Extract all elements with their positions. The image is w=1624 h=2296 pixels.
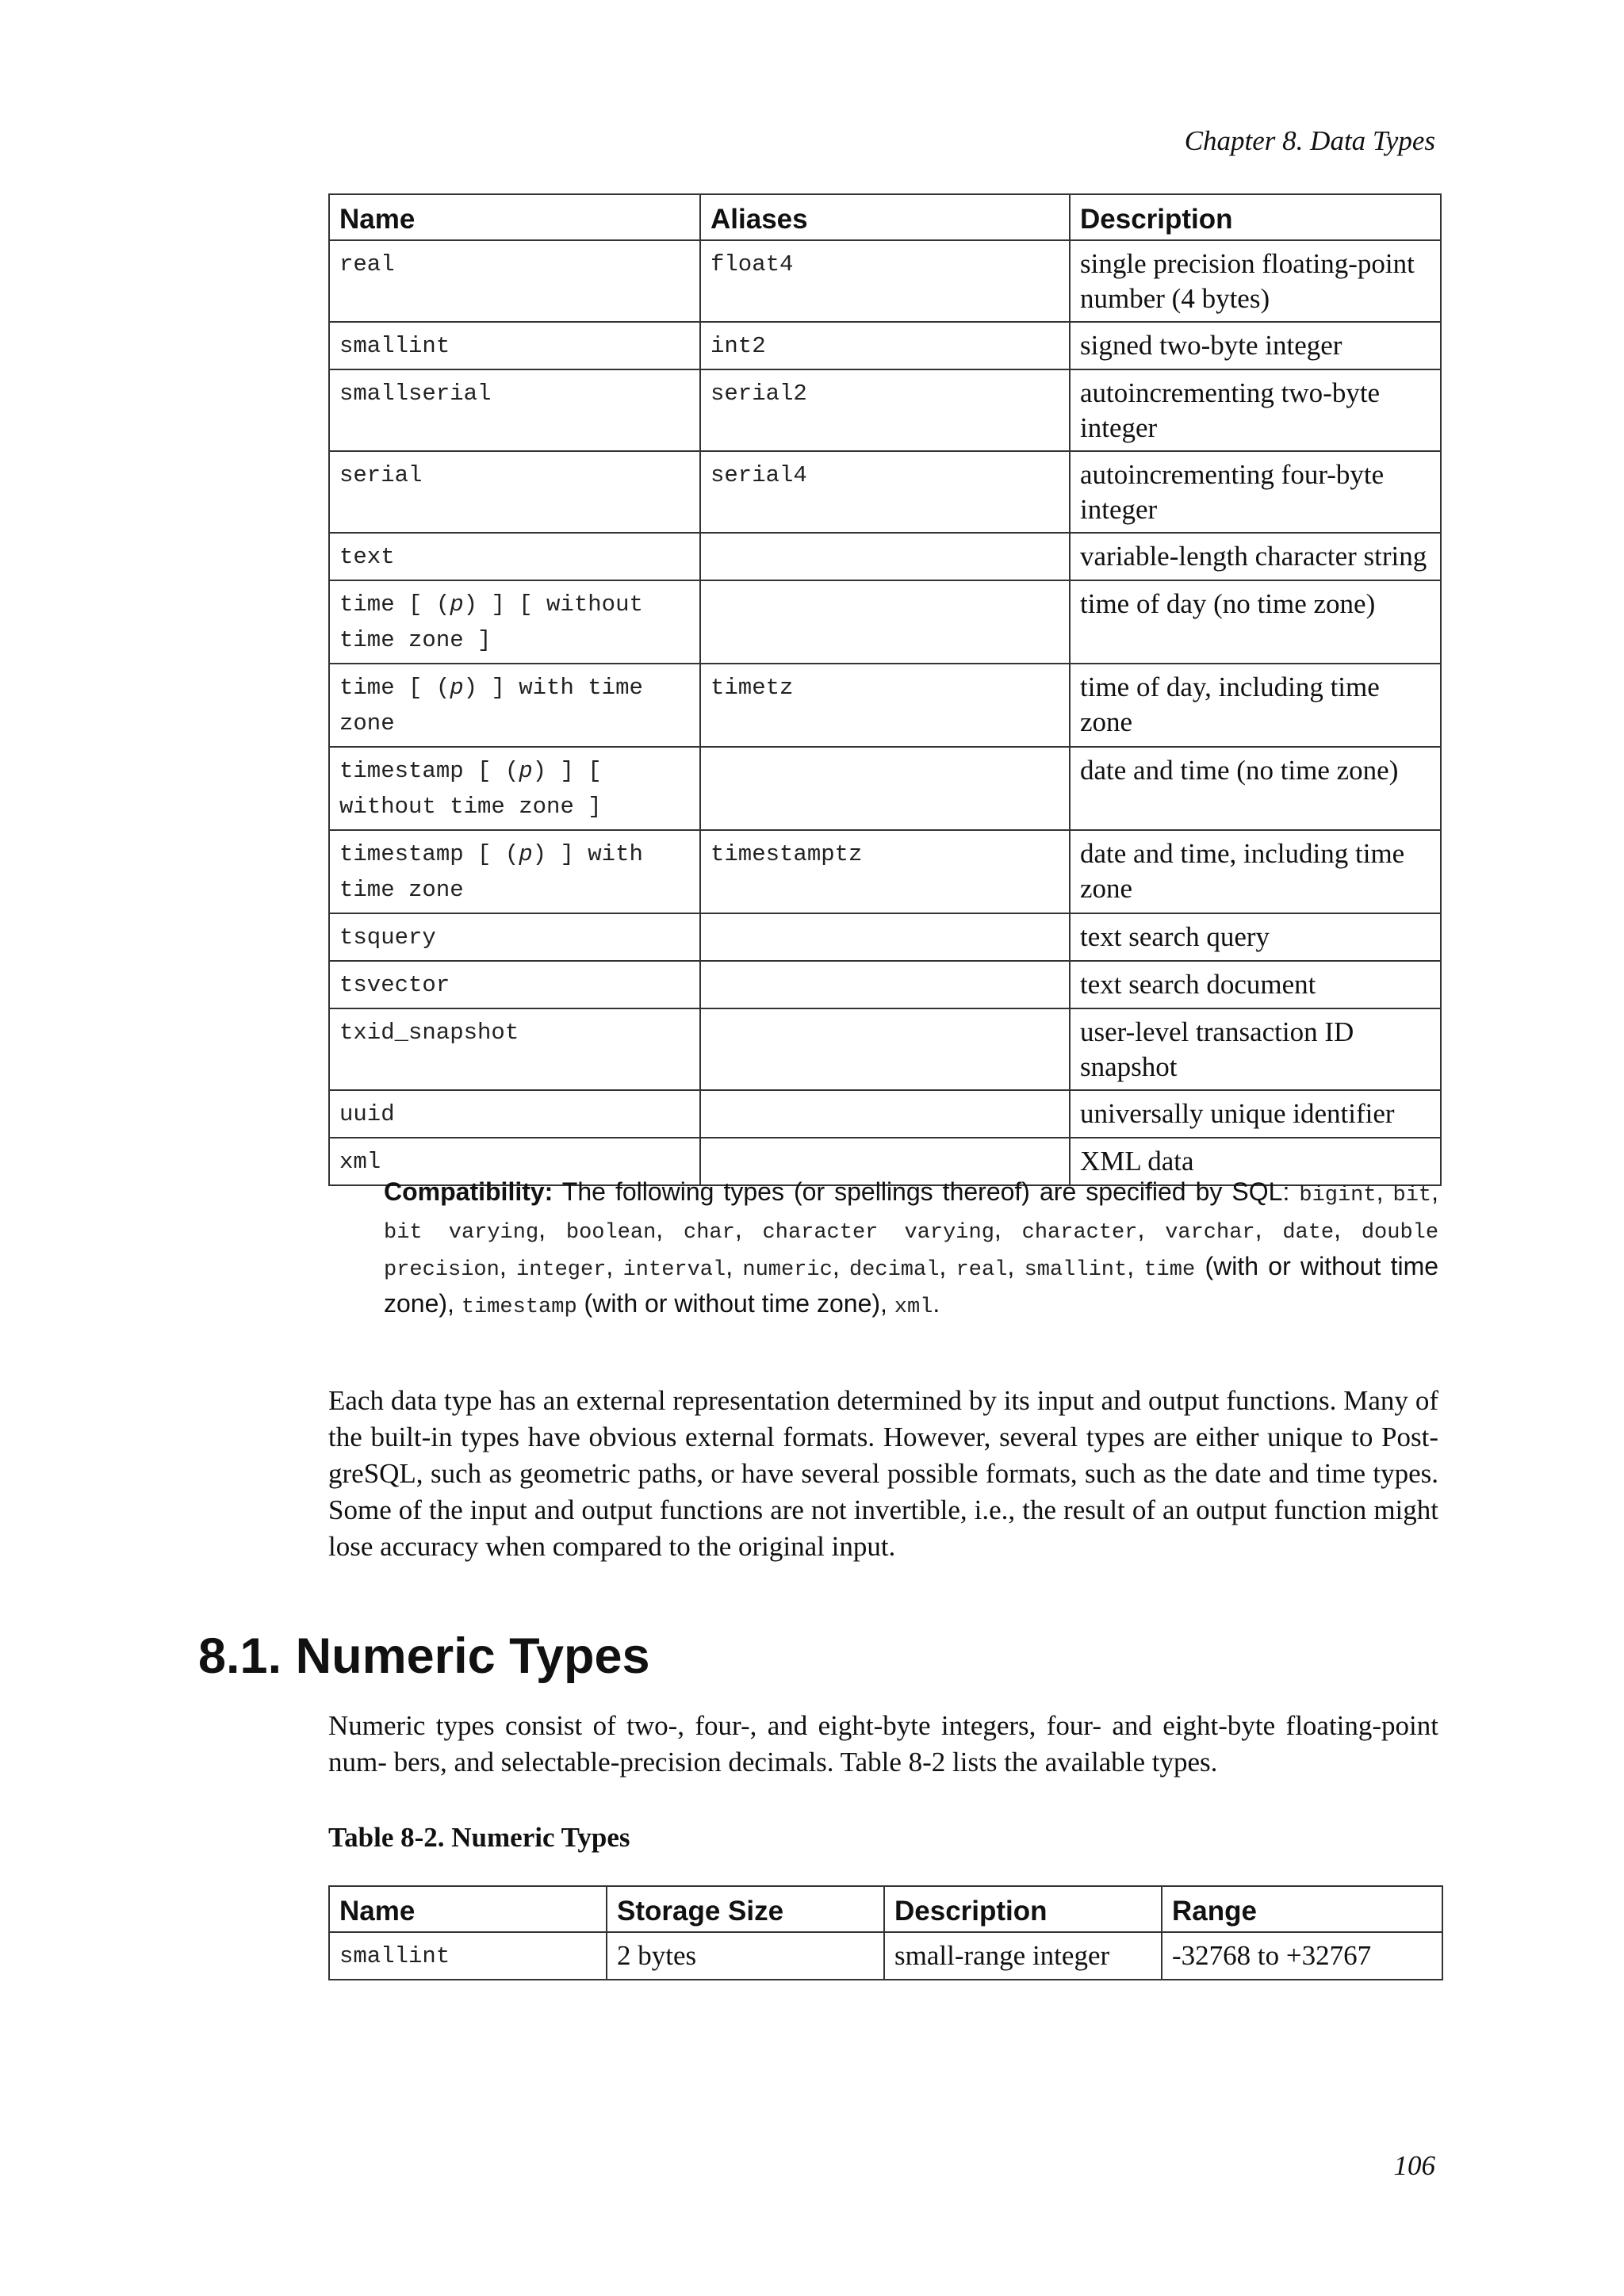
numeric-types-table bbox=[328, 1885, 1443, 1980]
type-description: time of day, including time zone bbox=[1070, 664, 1441, 747]
type-description: text search query bbox=[1070, 913, 1441, 961]
table-row bbox=[329, 533, 1441, 580]
type-description: signed two-byte integer bbox=[1070, 322, 1441, 369]
type-name: txid_snapshot bbox=[329, 1008, 700, 1090]
compatibility-intro: The following types (or spellings thereof) are specified by SQL: bbox=[553, 1177, 1300, 1206]
sql-type: character varying bbox=[762, 1221, 994, 1245]
table-header-row bbox=[329, 1886, 1442, 1932]
type-description: single precision floating-point number (4 bytes) bbox=[1070, 240, 1441, 322]
table-row bbox=[329, 913, 1441, 961]
type-description: date and time, including time zone bbox=[1070, 830, 1441, 913]
type-name bbox=[329, 747, 700, 830]
type-description: XML data bbox=[1070, 1138, 1441, 1185]
section-heading: 8.1. Numeric Types bbox=[198, 1628, 650, 1684]
table-row bbox=[329, 451, 1441, 533]
body-paragraph-numeric-intro: Numeric types consist of two-, four-, and eight-byte integers, four- and eight-byte floating-point num- bers, and selectable-precision decimals. Table 8-2 lists the available types. bbox=[328, 1710, 1438, 1777]
type-name-prefix: time [ ( bbox=[339, 591, 450, 618]
sql-type: numeric bbox=[742, 1258, 833, 1282]
type-alias: serial4 bbox=[700, 451, 1070, 533]
type-range: -32768 to +32767 bbox=[1162, 1932, 1442, 1980]
table-row bbox=[329, 1932, 1442, 1980]
type-alias bbox=[700, 961, 1070, 1008]
table-row bbox=[329, 961, 1441, 1008]
type-description: user-level transaction ID snapshot bbox=[1070, 1008, 1441, 1090]
sql-type-list: bigint, bit, bit varying, boolean, char, character varying, character, varchar, date, double precision, integer, interval, numeric, decimal, real, smallint, time bbox=[384, 1177, 1439, 1282]
type-name: text bbox=[329, 533, 700, 580]
type-alias bbox=[700, 533, 1070, 580]
table-caption: Table 8-2. Numeric Types bbox=[328, 1822, 630, 1853]
type-name bbox=[329, 580, 700, 664]
sql-type: decimal bbox=[848, 1258, 940, 1282]
type-name-param: p bbox=[450, 675, 464, 701]
type-name: real bbox=[329, 240, 700, 322]
sql-type: date bbox=[1282, 1221, 1335, 1245]
type-name bbox=[329, 830, 700, 913]
type-name: smallint bbox=[329, 1932, 607, 1980]
type-alias bbox=[700, 1008, 1070, 1090]
table-row bbox=[329, 369, 1441, 451]
sql-type-timestamp: timestamp bbox=[461, 1295, 577, 1319]
type-name-suffix: ) ] with time zone bbox=[339, 841, 643, 903]
type-name-param: p bbox=[519, 841, 533, 867]
sql-type-xml: xml bbox=[894, 1295, 933, 1319]
type-alias: timestamptz bbox=[700, 830, 1070, 913]
column-header-name: Name bbox=[329, 194, 700, 240]
sql-type: boolean bbox=[565, 1221, 657, 1245]
column-header-storage-size: Storage Size bbox=[607, 1886, 884, 1932]
type-alias bbox=[700, 913, 1070, 961]
sql-type: bit bbox=[1392, 1184, 1432, 1207]
table-row bbox=[329, 1008, 1441, 1090]
column-header-description: Description bbox=[1070, 194, 1441, 240]
sql-type: integer bbox=[516, 1258, 607, 1282]
type-name: serial bbox=[329, 451, 700, 533]
sql-type: time bbox=[1143, 1258, 1196, 1282]
column-header-aliases: Aliases bbox=[700, 194, 1070, 240]
storage-size: 2 bytes bbox=[607, 1932, 884, 1980]
type-description: date and time (no time zone) bbox=[1070, 747, 1441, 830]
type-alias bbox=[700, 1090, 1070, 1138]
table-row bbox=[329, 664, 1441, 747]
type-name: smallserial bbox=[329, 369, 700, 451]
table-row bbox=[329, 580, 1441, 664]
sql-type: smallint bbox=[1024, 1258, 1128, 1282]
column-header-range: Range bbox=[1162, 1886, 1442, 1932]
type-alias: timetz bbox=[700, 664, 1070, 747]
table-row bbox=[329, 240, 1441, 322]
type-description: time of day (no time zone) bbox=[1070, 580, 1441, 664]
data-types-table bbox=[328, 193, 1442, 1186]
table-header-row bbox=[329, 194, 1441, 240]
table-row bbox=[329, 322, 1441, 369]
type-alias: float4 bbox=[700, 240, 1070, 322]
table-row bbox=[329, 830, 1441, 913]
compatibility-with-without-1: (with or without time zone), bbox=[384, 1252, 1439, 1318]
type-alias: serial2 bbox=[700, 369, 1070, 451]
sql-type: real bbox=[956, 1258, 1008, 1282]
type-description: variable-length character string bbox=[1070, 533, 1441, 580]
type-alias bbox=[700, 580, 1070, 664]
sql-type: character bbox=[1021, 1221, 1138, 1245]
running-header: Chapter 8. Data Types bbox=[1184, 125, 1435, 156]
compatibility-label: Compatibility: bbox=[384, 1177, 553, 1206]
type-description: small-range integer bbox=[884, 1932, 1162, 1980]
type-name-suffix: ) ] with time zone bbox=[339, 675, 643, 737]
type-name-prefix: timestamp [ ( bbox=[339, 841, 519, 867]
table-row bbox=[329, 1090, 1441, 1138]
type-description: text search document bbox=[1070, 961, 1441, 1008]
sql-type: varchar bbox=[1165, 1221, 1255, 1245]
type-name: smallint bbox=[329, 322, 700, 369]
body-paragraph-representation: Each data type has an external representation determined by its input and output functions. Many of the built-in types have obvious external formats. However, several types are either unique to Post- greSQL, such as geometric paths, or have several possible formats, such as the date and time types. Some of the input and output functions are not invertible, i.e., the result of an output function might lose accuracy when compared to the original input. bbox=[328, 1385, 1438, 1562]
type-name bbox=[329, 664, 700, 747]
type-name-suffix: ) ] [ without time zone ] bbox=[339, 591, 643, 653]
sql-type: bit varying bbox=[384, 1221, 539, 1245]
column-header-description: Description bbox=[884, 1886, 1162, 1932]
type-name-suffix: ) ] [ without time zone ] bbox=[339, 758, 602, 820]
sql-type: bigint bbox=[1299, 1184, 1377, 1207]
type-name: xml bbox=[329, 1138, 700, 1185]
type-name: tsvector bbox=[329, 961, 700, 1008]
type-name-param: p bbox=[450, 591, 464, 618]
sql-type: interval bbox=[622, 1258, 726, 1282]
type-name-prefix: time [ ( bbox=[339, 675, 450, 701]
compatibility-note bbox=[384, 1175, 1438, 1324]
compatibility-end: . bbox=[933, 1289, 940, 1318]
table-row bbox=[329, 747, 1441, 830]
type-name: uuid bbox=[329, 1090, 700, 1138]
type-name-param: p bbox=[519, 758, 533, 784]
sql-type: double precision bbox=[384, 1221, 1439, 1282]
type-description: universally unique identifier bbox=[1070, 1090, 1441, 1138]
sql-type: char bbox=[684, 1221, 735, 1245]
type-alias: int2 bbox=[700, 322, 1070, 369]
type-description: autoincrementing two-byte integer bbox=[1070, 369, 1441, 451]
type-alias bbox=[700, 747, 1070, 830]
type-description: autoincrementing four-byte integer bbox=[1070, 451, 1441, 533]
column-header-name: Name bbox=[329, 1886, 607, 1932]
type-name: tsquery bbox=[329, 913, 700, 961]
type-name-prefix: timestamp [ ( bbox=[339, 758, 519, 784]
page-number: 106 bbox=[1393, 2150, 1435, 2181]
compatibility-with-without-2: (with or without time zone), bbox=[576, 1289, 894, 1318]
